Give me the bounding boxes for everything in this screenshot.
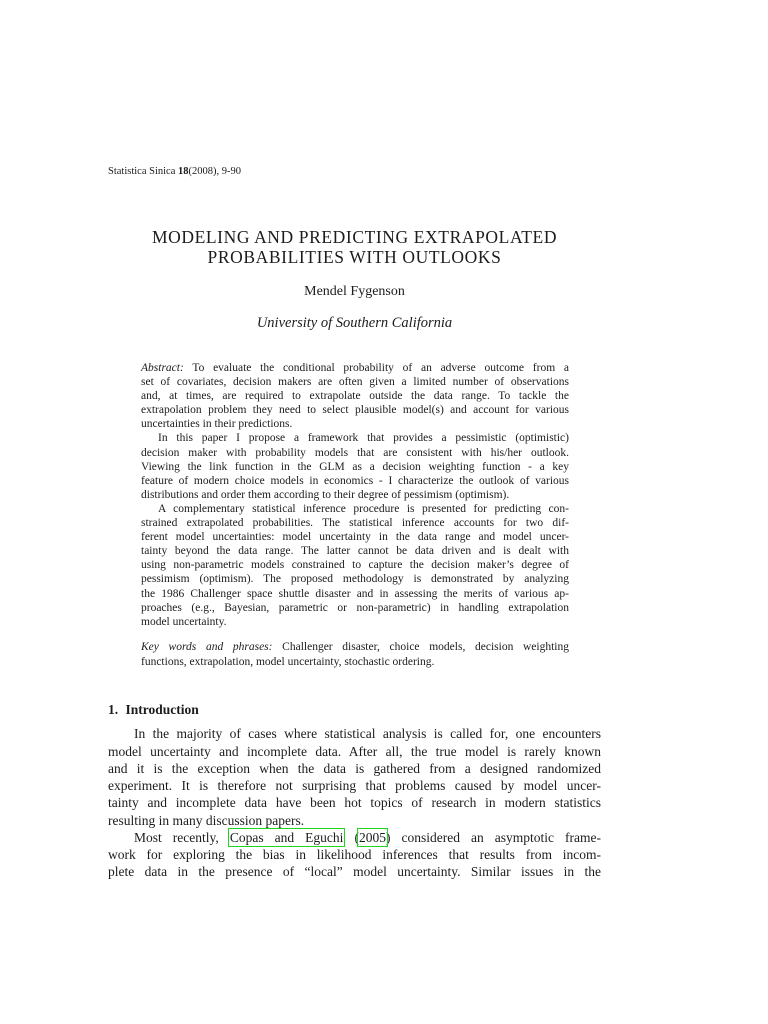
body-line: resulting in many discussion papers. xyxy=(108,812,305,828)
abstract-line: Viewing the link function in the GLM as a decision weighting function - a key xyxy=(141,460,569,473)
keywords-block xyxy=(141,640,569,669)
body-line: tainty and incomplete data have been hot topics of research in modern statistics xyxy=(108,795,601,811)
abstract-line: ferent model uncertainties: model uncertainty in the data range and model uncer- xyxy=(141,531,569,544)
paper-title-line: MODELING AND PREDICTING EXTRAPOLATED xyxy=(151,227,558,247)
abstract-line: model uncertainty. xyxy=(141,615,227,628)
section-number: 1. xyxy=(108,702,119,717)
open-paren: ( xyxy=(354,829,359,845)
body-line: work for exploring the bias in likelihood inferences that results from incom- xyxy=(108,847,601,863)
abstract-label: Abstract: xyxy=(141,362,184,374)
abstract-line-text: To evaluate the conditional probability of an adverse outcome from a xyxy=(192,362,569,374)
journal-volume: 18 xyxy=(178,166,189,177)
abstract-line: A complementary statistical inference procedure is presented for predicting con- xyxy=(158,502,569,515)
journal-citation-line xyxy=(108,165,241,179)
citation-link-author[interactable]: Copas and Eguchi xyxy=(229,829,344,845)
section-heading xyxy=(108,701,199,719)
section-title: Introduction xyxy=(125,702,199,717)
body-line: and it is the exception when the data is gathered from a designed randomized xyxy=(108,760,601,776)
keywords-line-text: Challenger disaster, choice models, decision weighting xyxy=(282,641,570,653)
abstract-line: tainty beyond the data range. The latter cannot be data driven and is dealt with xyxy=(141,545,569,558)
body-line-text: considered an asymptotic frame- xyxy=(401,829,602,845)
abstract-line: In this paper I propose a framework that provides a pessimistic (optimistic) xyxy=(158,432,569,445)
abstract-line: using non-parametric models constrained to capture the decision maker’s degree of xyxy=(141,559,569,572)
close-paren: ) xyxy=(385,829,391,845)
keywords-line: functions, extrapolation, model uncertainty, stochastic ordering. xyxy=(141,655,435,668)
journal-issue-pages: (2008), 9-90 xyxy=(188,166,241,177)
abstract-line: extrapolation problem they need to select plausible model(s) and account for various xyxy=(141,404,569,417)
journal-name: Statistica Sinica xyxy=(108,166,176,177)
abstract-line: distributions and order them according to their degree of pessimism (optimism). xyxy=(141,488,510,501)
abstract-line: decision maker with probability models that are consistent with his/her outlook. xyxy=(141,446,569,459)
keywords-label: Key words and phrases: xyxy=(141,641,273,653)
body-line xyxy=(108,829,601,846)
body-text xyxy=(108,725,601,880)
author-affiliation: University of Southern California xyxy=(256,315,453,331)
abstract-line: the 1986 Challenger space shuttle disaster and in assessing the merits of various ap- xyxy=(141,587,569,600)
abstract xyxy=(141,361,569,629)
body-line-text: Most recently, xyxy=(134,829,219,845)
body-line: plete data in the presence of “local” model uncertainty. Similar issues in the xyxy=(108,864,601,880)
abstract-line: strained extrapolated probabilities. The statistical inference accounts for two dif- xyxy=(141,517,569,530)
abstract-line xyxy=(141,361,569,375)
keywords-line xyxy=(141,640,569,655)
abstract-line: set of covariates, decision makers are often given a limited number of observations xyxy=(141,376,569,389)
author-name: Mendel Fygenson xyxy=(304,284,405,299)
abstract-line: pessimism (optimism). The proposed methodology is demonstrated by analyzing xyxy=(141,573,569,586)
abstract-line: and, at times, are required to extrapolate outside the data range. To tackle the xyxy=(141,390,569,403)
paper-title-line: PROBABILITIES WITH OUTLOOKS xyxy=(207,247,502,267)
abstract-line: uncertainties in their predictions. xyxy=(141,418,293,431)
body-line: model uncertainty and incomplete data. After all, the true model is rarely known xyxy=(108,743,601,759)
abstract-line: feature of modern choice models in economics - I characterize the outlook of various xyxy=(141,474,569,487)
citation-link-year[interactable]: 2005 xyxy=(358,829,386,845)
body-line: In the majority of cases where statistical analysis is called for, one encounters xyxy=(134,726,601,742)
body-line: experiment. It is therefore not surprising that problems caused by model uncer- xyxy=(108,778,601,794)
abstract-line: proaches (e.g., Bayesian, parametric or non-parametric) in handling extrapolation xyxy=(141,601,569,614)
paper-title xyxy=(108,227,601,267)
